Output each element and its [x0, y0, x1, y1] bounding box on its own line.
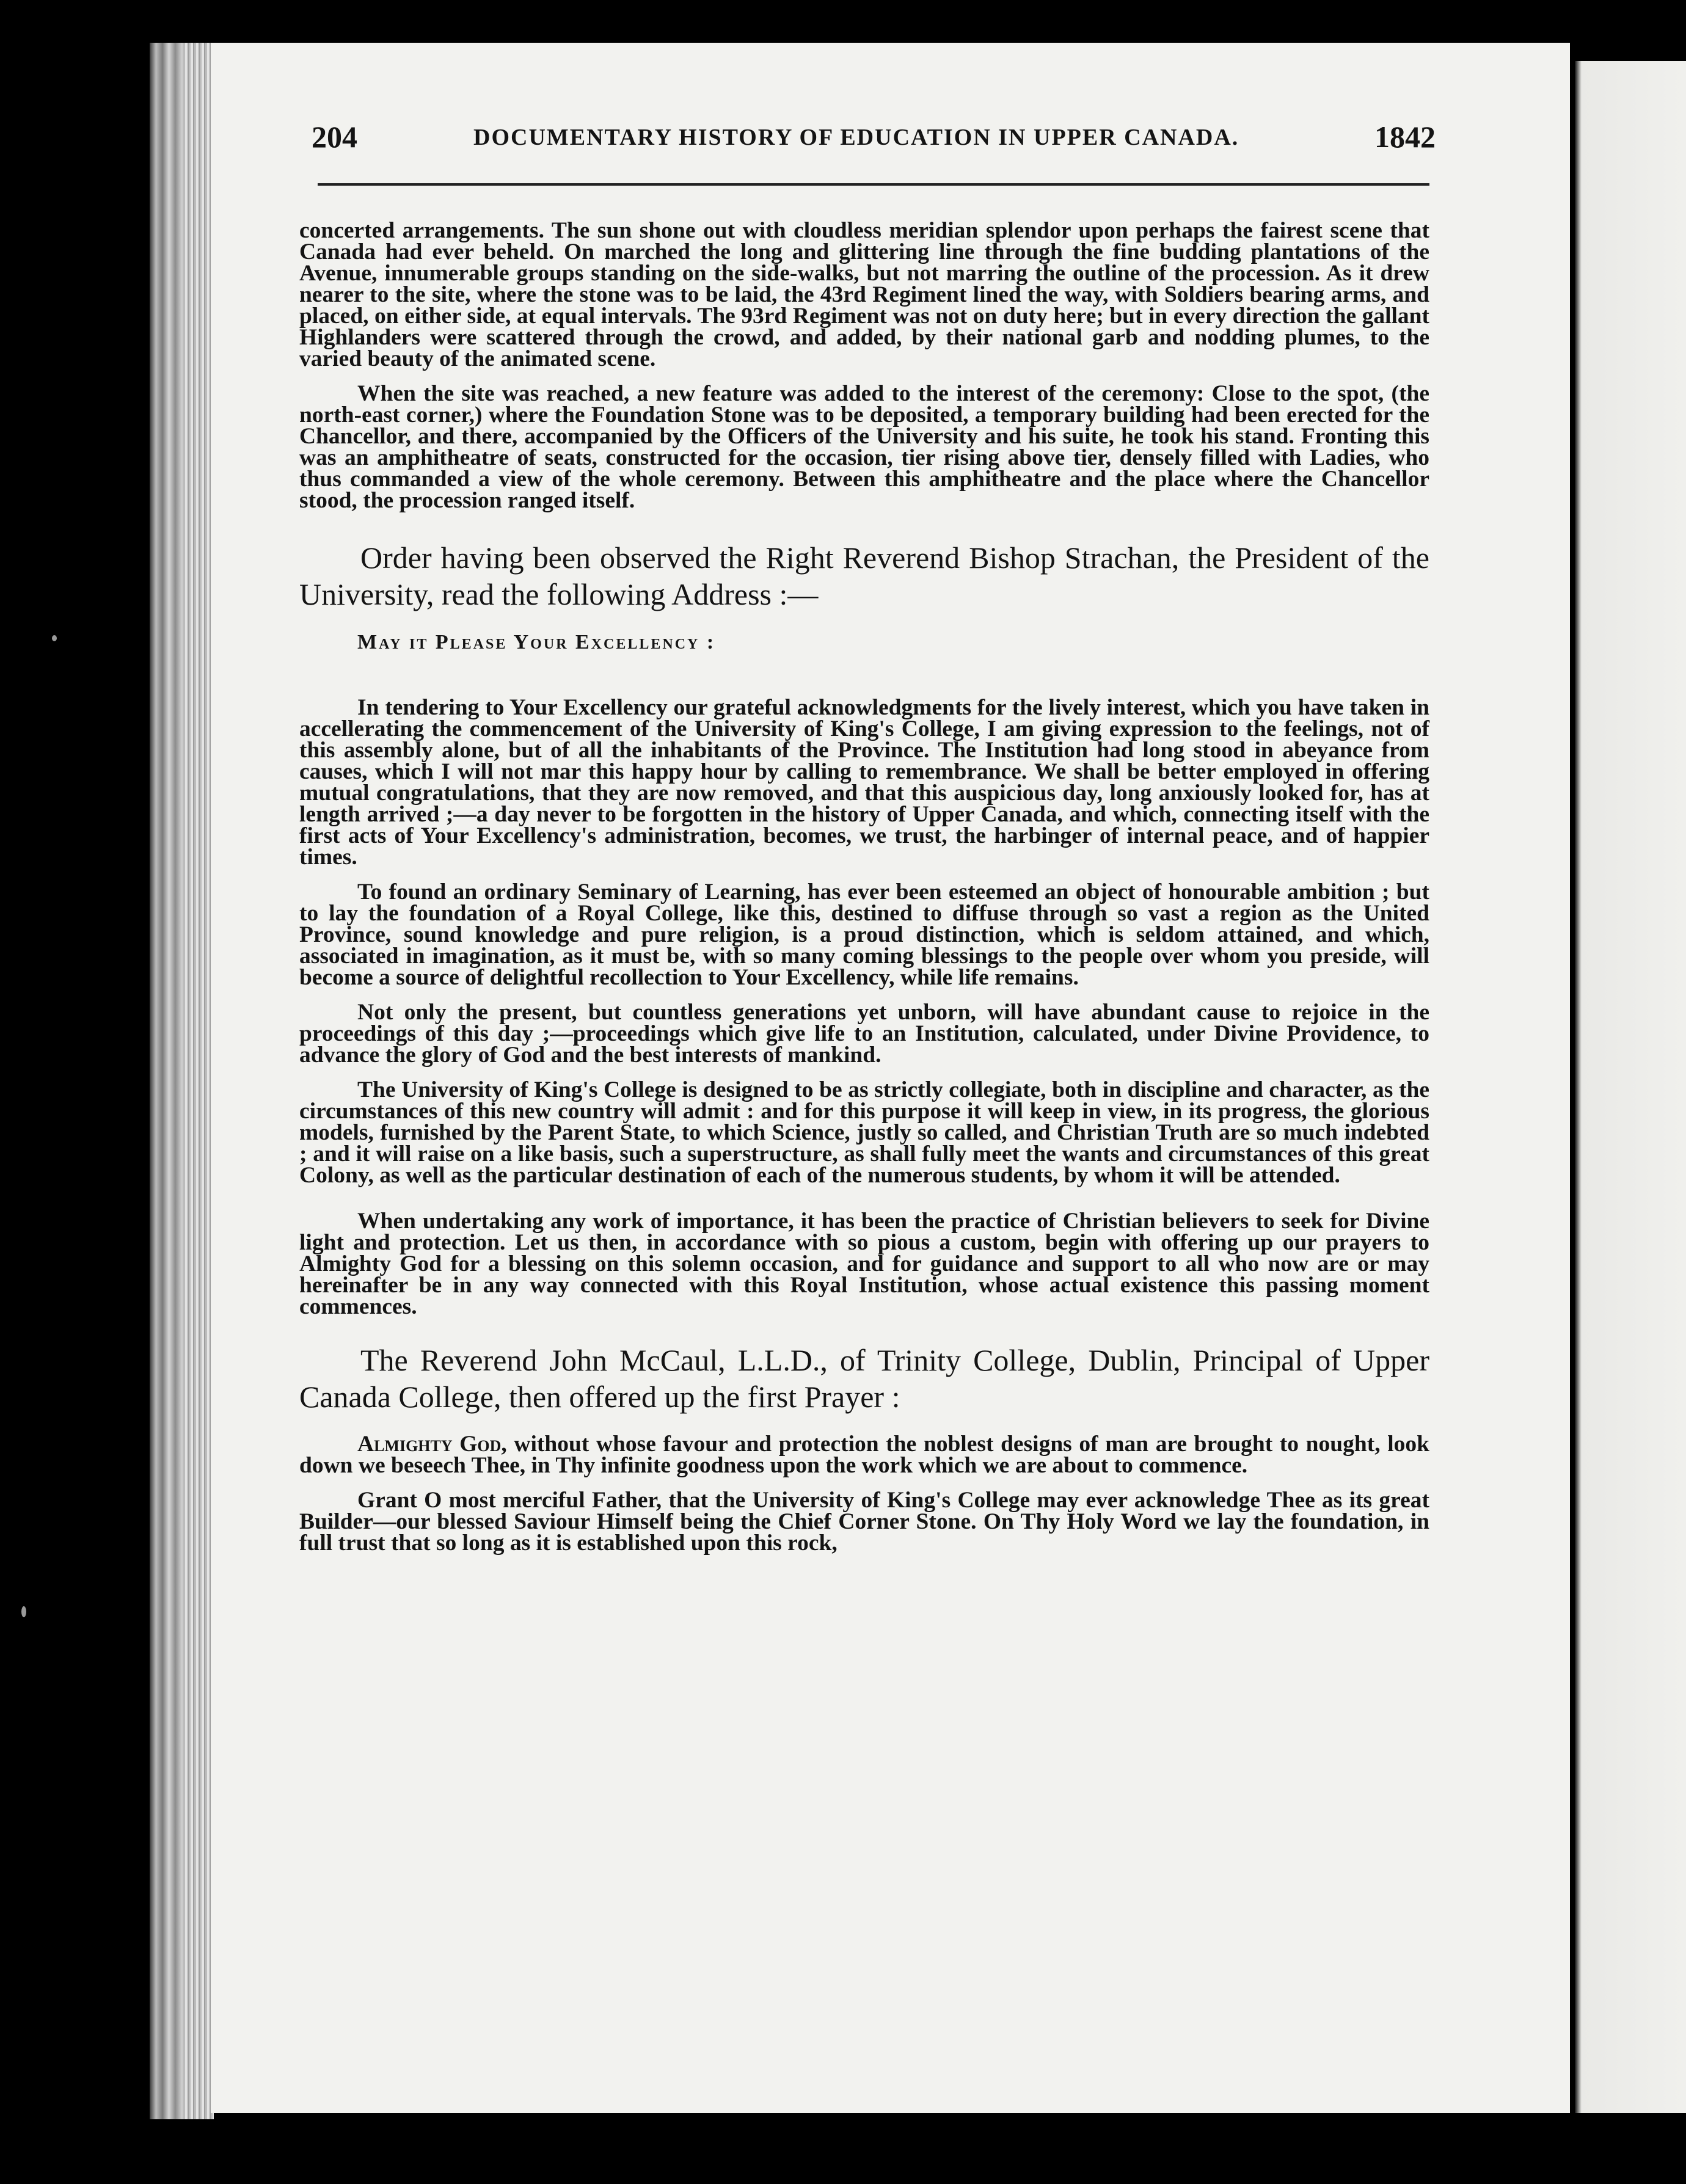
- paragraph: Not only the present, but countless generations yet unborn, will have abundant cause to rejoice in the proceedings of this day ;—proceedings which give life to an Institution, calculated, under Divine Providence, to advance the glory of God and the best interests of mankind.: [299, 1000, 1429, 1068]
- facing-page-edge: [1575, 61, 1686, 2113]
- prayer-text: without whose favour and protection the noblest designs of man are brought to nought, look down we beseech Thee, in Thy infinite goodness upon the work which we are about to commence.: [299, 1432, 1429, 1478]
- scan-speck: [52, 635, 57, 641]
- paragraph: Grant O most merciful Father, that the University of King's College may ever acknowledge Thee as its great Builder—our blessed Saviour Himself being the Chief Corner Stone. On Thy Holy Word we lay the foundation, in full trust that so long as it is established upon this rock,: [299, 1488, 1429, 1556]
- page-number: 204: [312, 120, 357, 154]
- paragraph: [299, 1433, 1429, 1476]
- paragraph: In tendering to Your Excellency our grateful acknowledgments for the lively interest, which you have taken in accellerating the commencement of the University of King's College, I am giving expression to the feelings, not of this assembly alone, but of all the inhabitants of the Province. The Institution had long stood in abeyance from causes, which I will not mar this happy hour by calling to remembrance. We shall be better employed in offering mutual congratulations, that they are now removed, and that this auspicious day, long anxiously looked for, has at length arrived ;—a day never to be forgotten in the history of Upper Canada, and which, connecting itself with the first acts of Your Excellency's administration, becomes, we trust, the harbinger of internal peace, and of happier times.: [299, 695, 1429, 870]
- page-body: [299, 220, 1429, 1567]
- running-title: DOCUMENTARY HISTORY OF EDUCATION IN UPPER CANADA.: [473, 125, 1239, 150]
- lead-paragraph: Order having been observed the Right Reverend Bishop Strachan, the President of the University, read the following Address :—: [299, 541, 1429, 611]
- paragraph: To found an ordinary Seminary of Learning, has ever been esteemed an object of honourable ambition ; but to lay the foundation of a Royal College, like this, destined to diffuse through so vast a region as the United Province, sound knowledge and pure religion, is a proud distinction, which is seldom attained, and which, associated in imagination, as it must be, with so many coming blessings to the people over whom you preside, will become a source of delightful recollection to Your Excellency, while life remains.: [299, 879, 1429, 990]
- lead-paragraph: The Reverend John McCaul, L.L.D., of Trinity College, Dublin, Principal of Upper Canada College, then offered up the first Prayer :: [299, 1343, 1429, 1414]
- paragraph: The University of King's College is designed to be as strictly collegiate, both in discipline and character, as the circumstances of this new country will admit : and for this purpose it will keep in view, in its progress, the glorious models, furnished by the Parent State, to which Science, justly so called, and Christian Truth are so much indebted ; and it will raise on a like basis, such a superstructure, as shall fully meet the wants and circumstances of this great Colony, as well as the particular destination of each of the numerous students, by whom it will be attended.: [299, 1077, 1429, 1188]
- scan-speck: [21, 1606, 26, 1617]
- paragraph: concerted arrangements. The sun shone out with cloudless meridian splendor upon perhaps the fairest scene that Canada had ever beheld. On marched the long and glittering line through the fine budding plantations of the Avenue, innumerable groups standing on the side-walks, but not marring the outline of the procession. As it drew nearer to the site, where the stone was to be laid, the 43rd Regiment lined the way, with Soldiers bearing arms, and placed, on either side, at equal intervals. The 93rd Regiment was not on duty here; but in every direction the gallant Highlanders were scattered through the crowd, and added, by their national garb and nodding plumes, to the varied beauty of the animated scene.: [299, 218, 1429, 371]
- paragraph: When the site was reached, a new feature was added to the interest of the ceremony: Close to the spot, (the north-east corner,) where the Foundation Stone was to be deposited, a temporary building had been erected for the Chancellor, and there, accompanied by the Officers of the University and his suite, he took his stand. Fronting this was an amphitheatre of seats, constructed for the occasion, tier rising above tier, densely filled with Ladies, who thus commanded a view of the whole ceremony. Between this amphitheatre and the place where the Chancellor stood, the procession ranged itself.: [299, 381, 1429, 513]
- header-rule: [318, 183, 1429, 186]
- page-edges: [183, 43, 214, 2119]
- salutation: May it Please Your Excellency :: [357, 631, 716, 653]
- running-head: [312, 119, 1436, 168]
- running-year: 1842: [1374, 120, 1436, 154]
- paragraph: When undertaking any work of importance, it has been the practice of Christian believers to seek for Divine light and protection. Let us then, in accordance with so pious a custom, begin with offering up our prayers to Almighty God for a blessing on this solemn occasion, and for guidance and support to all who now are or may hereinafter be in any way connected with this Royal Institution, whose actual existence this passing moment commences.: [299, 1209, 1429, 1319]
- prayer-opening: Almighty God,: [357, 1432, 507, 1457]
